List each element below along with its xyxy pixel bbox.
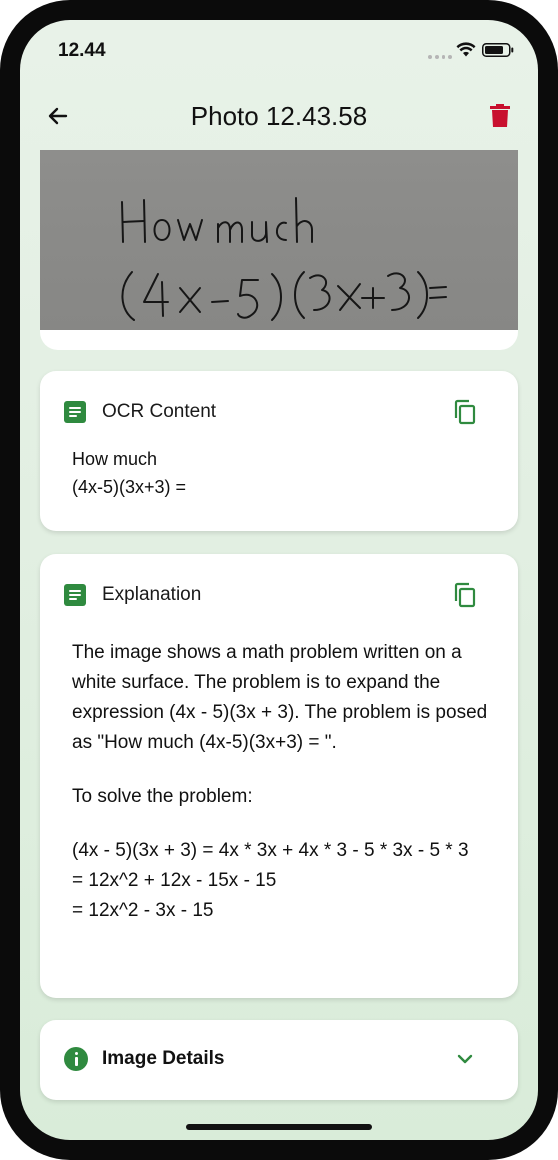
app-header xyxy=(20,90,538,142)
explanation-card xyxy=(40,554,518,998)
explanation-card-header xyxy=(64,580,201,610)
ocr-line: How much xyxy=(72,449,158,469)
document-icon xyxy=(64,401,86,423)
explanation-paragraph: To solve the problem: xyxy=(72,786,253,807)
expand-details-button[interactable] xyxy=(452,1046,478,1072)
solution-step: = 12x^2 - 3x - 15 xyxy=(72,900,214,921)
chevron-down-icon xyxy=(452,1046,478,1072)
image-details-header xyxy=(64,1044,225,1074)
trash-icon xyxy=(489,104,511,128)
photo-card xyxy=(40,150,518,350)
document-icon xyxy=(64,584,86,606)
ocr-line: (4x-5)(3x+3) = xyxy=(72,477,187,497)
captured-photo[interactable] xyxy=(40,150,518,330)
info-icon xyxy=(64,1047,88,1071)
page-title: Photo 12.43.58 xyxy=(190,101,368,131)
copy-icon xyxy=(452,582,478,608)
handwriting-image xyxy=(40,150,518,330)
copy-ocr-button[interactable] xyxy=(452,399,478,425)
cellular-signal-icon xyxy=(428,54,452,60)
delete-button[interactable] xyxy=(484,100,516,132)
screen xyxy=(20,20,538,1140)
wifi-icon xyxy=(456,42,476,58)
solution-step: (4x - 5)(3x + 3) = 4x * 3x + 4x * 3 - 5 * 3x - 5 * 3 xyxy=(72,840,469,861)
ocr-content-card xyxy=(40,371,518,531)
arrow-left-icon xyxy=(46,104,70,128)
battery-icon xyxy=(482,43,514,57)
solution-step: = 12x^2 + 12x - 15x - 15 xyxy=(72,870,277,891)
ocr-card-title: OCR Content xyxy=(102,401,217,422)
status-time: 12.44 xyxy=(58,40,106,61)
status-bar xyxy=(20,20,538,80)
home-indicator[interactable] xyxy=(186,1124,372,1130)
explanation-text xyxy=(72,638,490,926)
image-details-card[interactable] xyxy=(40,1020,518,1100)
image-details-title: Image Details xyxy=(102,1048,225,1069)
ocr-text xyxy=(72,445,494,501)
explanation-paragraph: The image shows a math problem written on a white surface. The problem is to expand the expression (4x - 5)(3x + 3). The problem is posed as "How much (4x-5)(3x+3) = ". xyxy=(72,642,488,753)
back-button[interactable] xyxy=(42,100,74,132)
ocr-card-header xyxy=(64,397,216,427)
copy-explanation-button[interactable] xyxy=(452,582,478,608)
copy-icon xyxy=(452,399,478,425)
explanation-card-title: Explanation xyxy=(102,584,202,605)
